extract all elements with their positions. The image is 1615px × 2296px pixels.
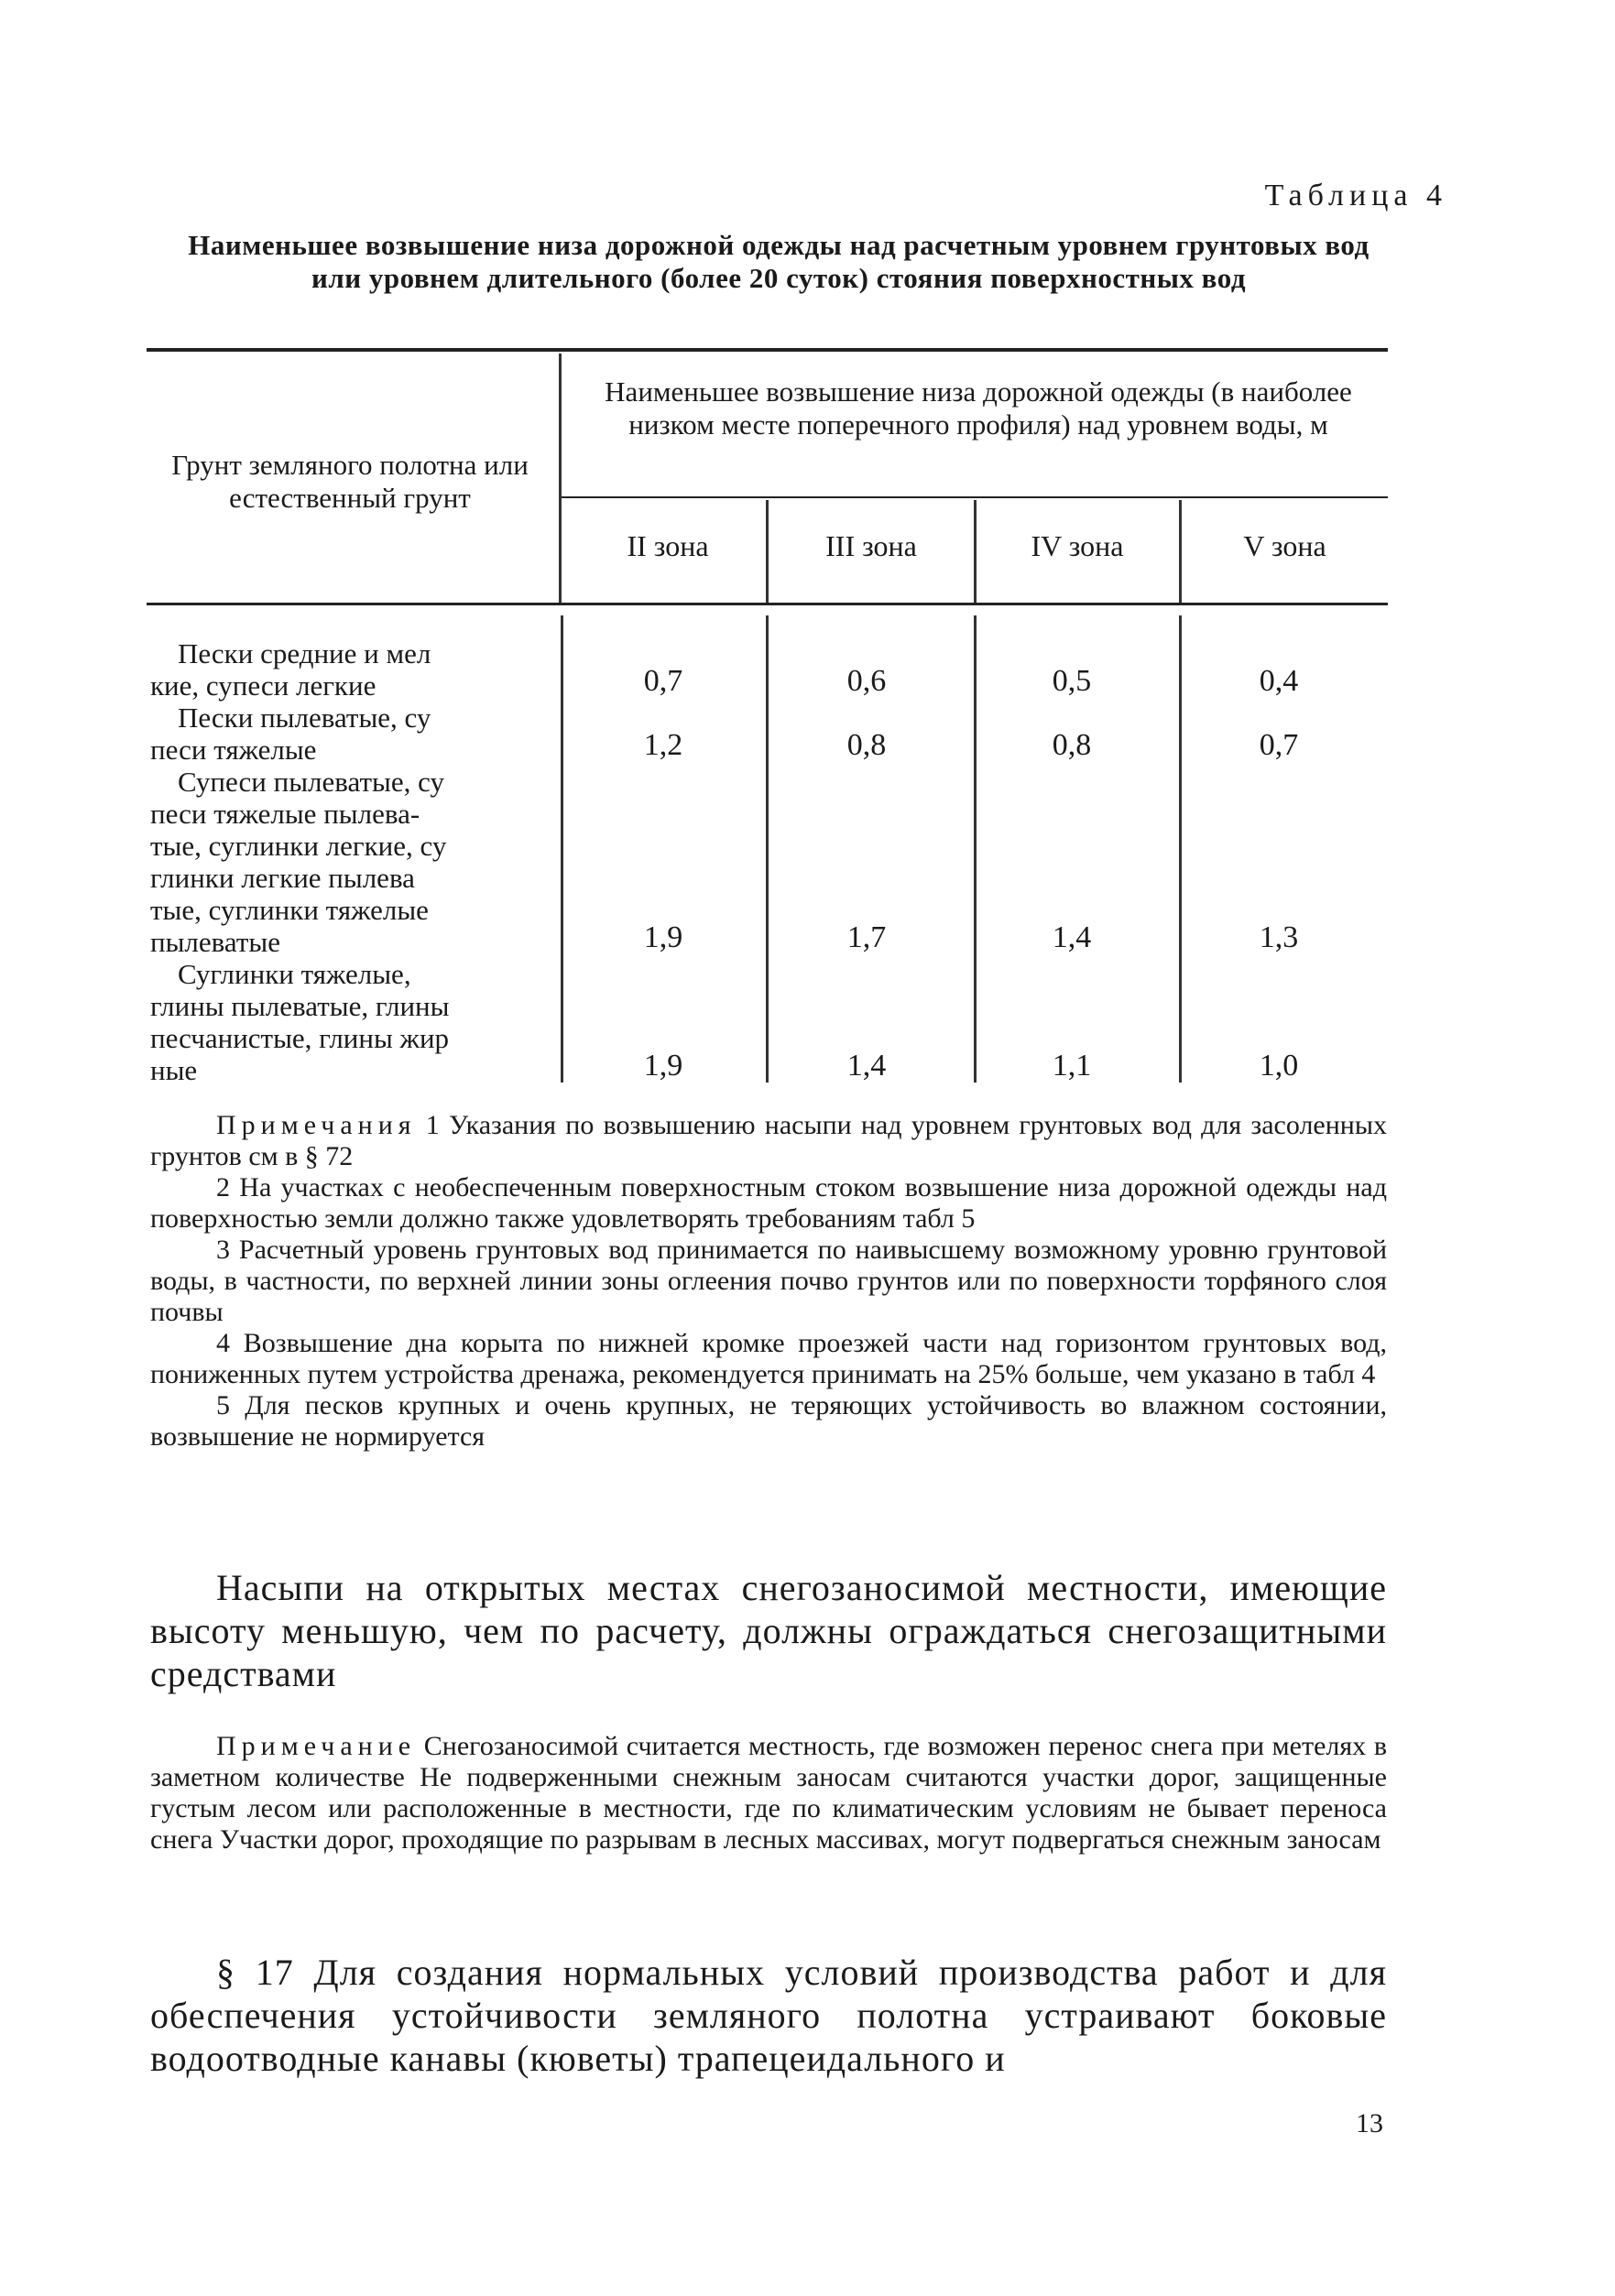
table-row-3-soil	[150, 766, 540, 958]
table-row-1-zone-3: 0,6	[846, 664, 887, 698]
zone-header-3: III зона	[825, 529, 917, 562]
table-notes	[150, 1110, 1387, 1453]
header-soil: Грунт земляного полотна или естественный грунт	[171, 449, 529, 514]
body-vline-3	[974, 615, 977, 1083]
note-3: 3 Расчетный уровень грунтовых вод принимается по наивысшему возможному уровню грунтовой воды, в частности, по верхней линии зоны оглеения почво грунтов или по поверхности торфяного слоя почвы	[150, 1235, 1387, 1327]
soil-line: тые, суглинки легкие, су	[150, 830, 447, 862]
page-number: 13	[1356, 2108, 1383, 2138]
table-row-4-zone-5: 1,0	[1259, 1049, 1299, 1083]
paragraph-17	[150, 1951, 1387, 2080]
zone-header-4: IV зона	[1031, 529, 1124, 562]
table-row-2-zone-3: 0,8	[846, 728, 887, 762]
note-4: 4 Возвышение дна корыта по нижней кромке проезжей части над горизонтом грунтовых вод, пониженных путем устройства дренажа, рекомендуется принимать на 25% больше, чем указано в табл 4	[150, 1328, 1387, 1389]
table-label: Таблица 4	[1264, 179, 1447, 212]
soil-line: песи тяжелые пылева-	[150, 798, 420, 830]
header-vline-1	[559, 354, 562, 603]
table-title: Наименьшее возвышение низа дорожной одежды над расчетным уровнем грунтовых вод или уровнем длительного (более 20 суток) стояния поверхностных вод	[188, 229, 1369, 294]
table-row-3-zone-4: 1,4	[1052, 920, 1092, 954]
soil-line: Пески средние и мел	[178, 637, 431, 669]
soil-line: Суглинки тяжелые,	[178, 958, 411, 990]
soil-line: Супеси пылеватые, су	[178, 766, 444, 798]
soil-line: кие, супеси легкие	[150, 669, 376, 702]
soil-line: ные	[150, 1054, 198, 1086]
table-row-2-zone-2: 1,2	[643, 728, 683, 762]
table-row-4-zone-3: 1,4	[846, 1049, 887, 1083]
notes-heading: Примечания	[216, 1110, 417, 1140]
note-2: 2 На участках с необеспеченным поверхностным стоком возвышение низа дорожной одежды над поверхностью земли должно также удовлетворять требованиям табл 5	[150, 1172, 1387, 1234]
soil-line: Пески пылеватые, су	[178, 702, 431, 734]
zone-header-5: V зона	[1243, 529, 1326, 562]
body-vline-1	[561, 615, 563, 1083]
body-vline-2	[766, 615, 769, 1083]
paragraph-text: § 17 Для создания нормальных условий производства работ и для обеспечения устойчивости земляного полотна устраивают боковые водоотводные канавы (кюветы) трапецеидального и	[150, 1952, 1387, 2079]
soil-line: песи тяжелые	[150, 734, 317, 766]
table-row-1-zone-2: 0,7	[643, 664, 683, 698]
note-1	[150, 1110, 1387, 1172]
table-row-4-zone-4: 1,1	[1052, 1049, 1092, 1083]
table-row-3-zone-3: 1,7	[846, 920, 887, 954]
soil-line: тые, суглинки тяжелые	[150, 894, 429, 926]
table-row-1-zone-4: 0,5	[1052, 664, 1092, 698]
table-row-2-soil	[150, 702, 540, 766]
table-row-3-zone-2: 1,9	[643, 920, 683, 954]
table-top-rule	[147, 348, 1388, 352]
paragraph-snow-embankments	[150, 1566, 1387, 1695]
table-row-2-zone-4: 0,8	[1052, 728, 1092, 762]
body-vline-4	[1179, 615, 1182, 1083]
header-bottom-rule	[147, 603, 1388, 605]
header-vline-2	[766, 500, 769, 603]
snow-note-heading: Примечание	[216, 1731, 417, 1761]
snow-note-text: Снегозаносимой считается местность, где возможен перенос снега при метелях в заметном количестве Не подверженными снежным заносам считаются участки дорог, защищенные густым лесом или расположенные в местности, где по климатическим условиям не бывает переноса снега Участки дорог, проходящие по разрывам в лесных массивах, могут подвергаться снежным заносам	[150, 1731, 1387, 1855]
note-text: 1 Указания по возвышению насыпи над уровнем грунтовых вод для засоленных грунтов см в § 72	[150, 1110, 1388, 1171]
table-row-1-soil	[150, 637, 540, 702]
table-row-1-zone-5: 0,4	[1259, 664, 1299, 698]
zone-header-2: II зона	[627, 529, 709, 562]
soil-line: песчанистые, глины жир	[150, 1022, 450, 1054]
header-inner-rule	[561, 496, 1388, 498]
table-row-3-zone-5: 1,3	[1259, 920, 1299, 954]
snow-note	[150, 1731, 1387, 1855]
soil-line: глинки легкие пылева	[150, 862, 415, 894]
paragraph-text: Насыпи на открытых местах снегозаносимой местности, имеющие высоту меньшую, чем по расчету, должны ограждаться снегозащитными средствами	[150, 1567, 1387, 1694]
header-min-elevation: Наименьшее возвышение низа дорожной одежды (в наиболее низком месте поперечного профиля) над уровнем воды, м	[605, 375, 1352, 441]
table-row-4-zone-2: 1,9	[643, 1049, 683, 1083]
table-row-2-zone-5: 0,7	[1259, 728, 1299, 762]
note-5: 5 Для песков крупных и очень крупных, не теряющих устойчивость во влажном состоянии, возвышение не нормируется	[150, 1390, 1387, 1452]
soil-line: пылеватые	[150, 926, 280, 958]
soil-line: глины пылеватые, глины	[150, 990, 450, 1022]
snow-note-paragraph	[150, 1731, 1387, 1855]
table-row-4-soil	[150, 958, 540, 1086]
